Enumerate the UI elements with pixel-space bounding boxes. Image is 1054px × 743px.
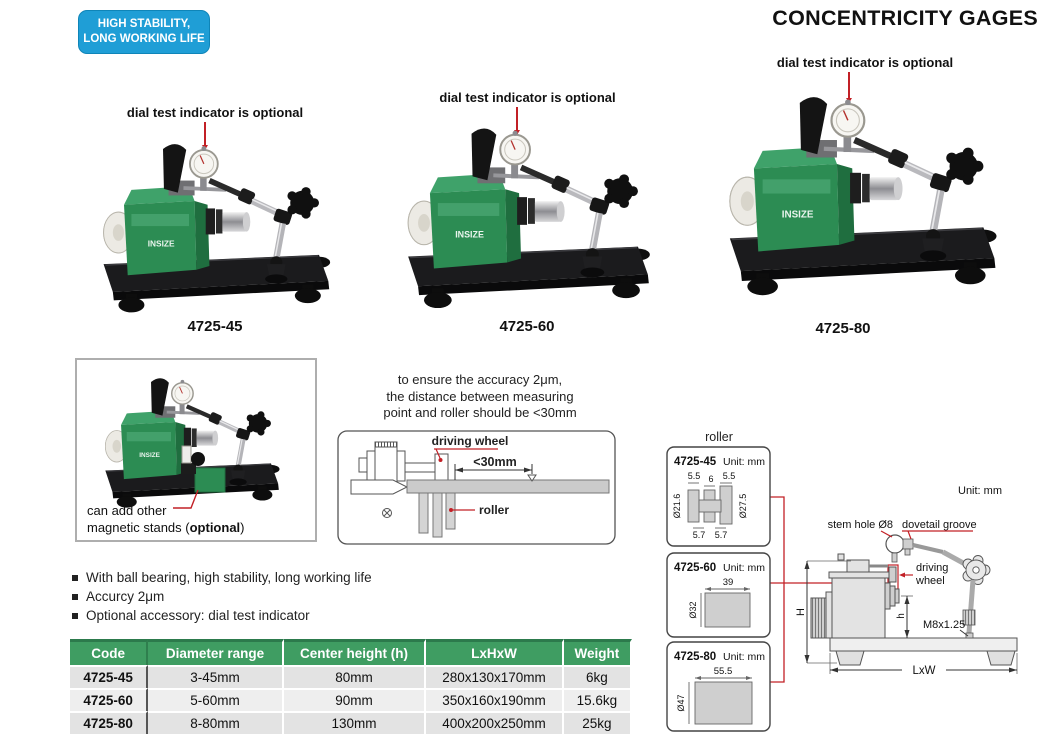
thread-label: M8x1.25	[923, 619, 966, 631]
column-header-lxhxw: LxHxW	[426, 639, 563, 665]
box3-code: 4725-80	[674, 651, 717, 663]
magnetic-note-prefix: magnetic stands (	[87, 520, 190, 535]
product2-note: dial test indicator is optional	[439, 90, 616, 105]
drawing-driving-label2: wheel	[916, 575, 945, 587]
box2-code: 4725-60	[674, 562, 717, 574]
table-cell: 130mm	[284, 711, 427, 734]
box1-dim-top-right: 5.5	[722, 471, 736, 481]
column-header-code: Code	[70, 639, 148, 665]
gage-side-view-drawing	[795, 485, 1017, 677]
feature-text-2: Accurcy 2μm	[86, 589, 165, 604]
table-cell: 80mm	[284, 665, 427, 688]
table-cell: 6kg	[564, 665, 632, 688]
table-cell: 4725-45	[70, 665, 148, 688]
table-cell: 400x200x250mm	[426, 711, 563, 734]
product3-note: dial test indicator is optional	[776, 55, 954, 70]
dim-H-label: H	[795, 608, 807, 616]
table-cell: 8-80mm	[148, 711, 283, 734]
measuring-schematic	[335, 418, 620, 548]
driving-wheel-label: driving wheel	[431, 434, 509, 448]
magnetic-note-line1: can add other	[87, 503, 167, 518]
roller-box-4725-45	[667, 447, 770, 546]
table-cell: 3-45mm	[148, 665, 283, 688]
drawing-driving-label1: driving	[916, 562, 949, 574]
feature-text-3: Optional accessory: dial test indicator	[86, 608, 310, 623]
feature-item	[70, 606, 500, 625]
table-cell: 90mm	[284, 688, 427, 711]
stability-badge	[78, 10, 210, 54]
stem-hole-label: stem hole Ø8	[827, 519, 893, 531]
roller-section-title: roller	[705, 430, 733, 444]
magnetic-note	[87, 502, 245, 536]
product1-note: dial test indicator is optional	[126, 105, 304, 120]
box1-unit: Unit: mm	[723, 456, 765, 468]
box3-dim-width: 55.5	[713, 666, 733, 677]
table-cell: 280x130x170mm	[426, 665, 563, 688]
accuracy-note-line2: the distance between measuring	[386, 388, 574, 404]
box3-dim-dia: Ø47	[676, 694, 686, 712]
feature-list	[70, 568, 500, 625]
product3-code: 4725-80	[815, 320, 871, 337]
box3-unit: Unit: mm	[723, 651, 765, 663]
box2-dim-width: 39	[722, 577, 734, 588]
roller-label: roller	[479, 503, 510, 517]
box1-dim-left-dia: Ø21.6	[672, 493, 682, 519]
column-header-center-height: Center height (h)	[284, 639, 427, 665]
box1-dim-bottom-right: 5.7	[714, 530, 728, 540]
box1-dim-right-dia: Ø27.5	[738, 493, 748, 519]
product2-photo	[388, 106, 666, 314]
box1-code: 4725-45	[674, 456, 717, 468]
table-cell: 4725-80	[70, 711, 148, 734]
column-header-diameter: Diameter range	[148, 639, 283, 665]
accuracy-note	[345, 372, 615, 422]
column-header-weight: Weight	[564, 639, 632, 665]
drawing-unit-label: Unit: mm	[958, 485, 1002, 497]
badge-line1: HIGH STABILITY,	[97, 18, 191, 30]
badge-line2: LONG WORKING LIFE	[83, 33, 205, 45]
box1-dim-top-left: 5.5	[687, 471, 701, 481]
box1-dim-top-mid: 6	[708, 474, 714, 484]
magnetic-note-suffix: )	[240, 520, 245, 535]
product1-photo	[85, 123, 345, 318]
dim-LxW-label: LxW	[912, 665, 936, 677]
table-cell: 5-60mm	[148, 688, 283, 711]
roller-box-4725-80	[667, 642, 770, 731]
feature-text-1: With ball bearing, high stability, long working life	[86, 570, 372, 585]
table-cell: 15.6kg	[564, 688, 632, 711]
dim-h-label: h	[896, 613, 907, 619]
table-cell: 350x160x190mm	[426, 688, 563, 711]
table-row	[70, 665, 632, 688]
distance-label: <30mm	[473, 455, 517, 469]
dovetail-groove-label: dovetail groove	[902, 519, 977, 531]
table-row	[70, 688, 632, 711]
table-cell: 25kg	[564, 711, 632, 734]
feature-item	[70, 587, 500, 606]
magnetic-stand-figure	[75, 358, 317, 542]
page-title: CONCENTRICITY GAGES	[772, 6, 1038, 30]
product2-code: 4725-60	[499, 318, 555, 335]
box1-dim-bottom-left: 5.7	[692, 530, 706, 540]
magnetic-note-bold: optional	[189, 520, 241, 535]
roller-box-4725-60	[667, 553, 770, 637]
accuracy-note-line3: point and roller should be <30mm	[383, 405, 577, 420]
spec-table	[70, 639, 632, 734]
product3-photo	[708, 72, 1014, 302]
accuracy-note-line1: to ensure the accuracy 2μm,	[397, 372, 563, 387]
table-header-row	[70, 639, 632, 665]
technical-drawing-section	[655, 420, 1054, 743]
product1-code: 4725-45	[187, 318, 243, 335]
feature-item	[70, 568, 500, 587]
table-row	[70, 711, 632, 734]
table-cell: 4725-60	[70, 688, 148, 711]
box2-unit: Unit: mm	[723, 562, 765, 574]
box2-dim-dia: Ø32	[688, 601, 698, 619]
